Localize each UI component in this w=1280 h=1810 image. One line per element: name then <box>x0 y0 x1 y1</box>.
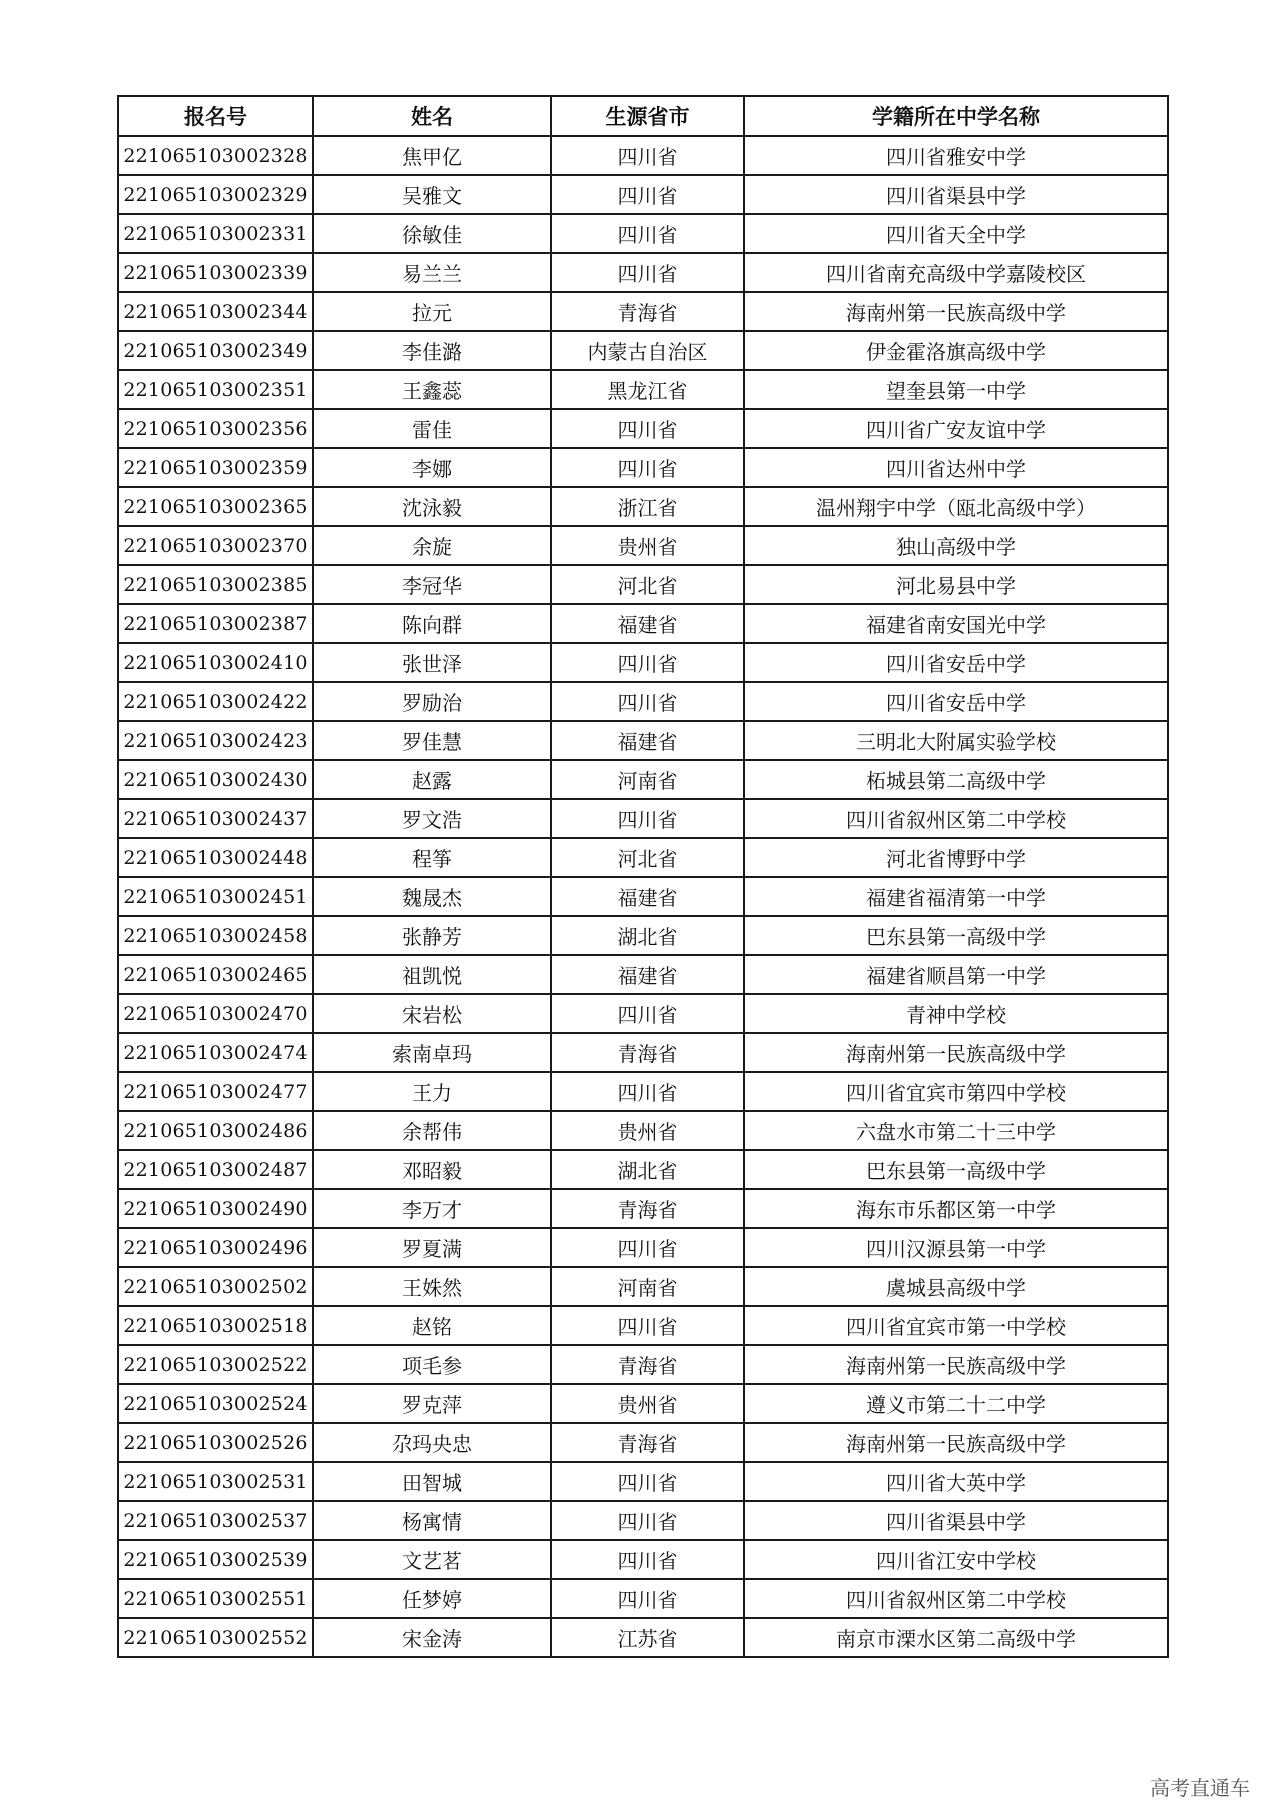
high-school-cell: 六盘水市第二十三中学 <box>744 1111 1168 1150</box>
table-row <box>118 1540 1168 1579</box>
table-row <box>118 1345 1168 1384</box>
registration-number-cell: 221065103002551 <box>118 1579 313 1618</box>
high-school-cell: 四川省达州中学 <box>744 448 1168 487</box>
table-row <box>118 1462 1168 1501</box>
registration-number-cell: 221065103002370 <box>118 526 313 565</box>
table-row <box>118 1189 1168 1228</box>
origin-province-cell: 四川省 <box>551 643 744 682</box>
registration-number-cell: 221065103002470 <box>118 994 313 1033</box>
table-header-row <box>118 96 1168 136</box>
registration-number-cell: 221065103002365 <box>118 487 313 526</box>
student-name-cell: 李佳潞 <box>313 331 551 370</box>
origin-province-cell: 四川省 <box>551 175 744 214</box>
table-row <box>118 1150 1168 1189</box>
registration-number-cell: 221065103002496 <box>118 1228 313 1267</box>
origin-province-cell: 河南省 <box>551 760 744 799</box>
origin-province-cell: 四川省 <box>551 1306 744 1345</box>
high-school-cell: 福建省福清第一中学 <box>744 877 1168 916</box>
table-row <box>118 331 1168 370</box>
high-school-cell: 四川省宜宾市第一中学校 <box>744 1306 1168 1345</box>
registration-number-cell: 221065103002437 <box>118 799 313 838</box>
table-row <box>118 1267 1168 1306</box>
origin-province-cell: 青海省 <box>551 1423 744 1462</box>
table-row <box>118 643 1168 682</box>
origin-province-cell: 贵州省 <box>551 1384 744 1423</box>
table-row <box>118 760 1168 799</box>
table-row <box>118 955 1168 994</box>
table-row <box>118 409 1168 448</box>
table-row <box>118 604 1168 643</box>
high-school-cell: 独山高级中学 <box>744 526 1168 565</box>
registration-number-cell: 221065103002351 <box>118 370 313 409</box>
table-row <box>118 370 1168 409</box>
registration-number-cell: 221065103002526 <box>118 1423 313 1462</box>
high-school-cell: 河北省博野中学 <box>744 838 1168 877</box>
origin-province-cell: 河南省 <box>551 1267 744 1306</box>
student-name-cell: 赵露 <box>313 760 551 799</box>
table-row <box>118 799 1168 838</box>
high-school-cell: 望奎县第一中学 <box>744 370 1168 409</box>
student-name-cell: 田智城 <box>313 1462 551 1501</box>
table-row <box>118 136 1168 175</box>
student-name-cell: 王力 <box>313 1072 551 1111</box>
student-name-cell: 李冠华 <box>313 565 551 604</box>
student-name-cell: 杨寓情 <box>313 1501 551 1540</box>
student-name-cell: 赵铭 <box>313 1306 551 1345</box>
registration-number-cell: 221065103002339 <box>118 253 313 292</box>
header-name: 姓名 <box>313 96 551 136</box>
student-name-cell: 罗夏满 <box>313 1228 551 1267</box>
table-row <box>118 877 1168 916</box>
student-name-cell: 陈向群 <box>313 604 551 643</box>
high-school-cell: 四川省宜宾市第四中学校 <box>744 1072 1168 1111</box>
table-row <box>118 682 1168 721</box>
registration-number-cell: 221065103002328 <box>118 136 313 175</box>
student-name-cell: 宋岩松 <box>313 994 551 1033</box>
table-row <box>118 487 1168 526</box>
header-registration-number: 报名号 <box>118 96 313 136</box>
high-school-cell: 四川省渠县中学 <box>744 175 1168 214</box>
student-name-cell: 余旋 <box>313 526 551 565</box>
registration-number-cell: 221065103002487 <box>118 1150 313 1189</box>
student-name-cell: 项毛参 <box>313 1345 551 1384</box>
student-name-cell: 李娜 <box>313 448 551 487</box>
registration-number-cell: 221065103002451 <box>118 877 313 916</box>
student-name-cell: 罗克萍 <box>313 1384 551 1423</box>
registration-number-cell: 221065103002539 <box>118 1540 313 1579</box>
high-school-cell: 伊金霍洛旗高级中学 <box>744 331 1168 370</box>
high-school-cell: 巴东县第一高级中学 <box>744 1150 1168 1189</box>
registration-number-cell: 221065103002387 <box>118 604 313 643</box>
student-name-cell: 罗文浩 <box>313 799 551 838</box>
origin-province-cell: 四川省 <box>551 1579 744 1618</box>
student-name-cell: 罗佳慧 <box>313 721 551 760</box>
registration-number-cell: 221065103002422 <box>118 682 313 721</box>
table-body <box>118 136 1168 1657</box>
high-school-cell: 海南州第一民族高级中学 <box>744 292 1168 331</box>
student-name-cell: 王鑫蕊 <box>313 370 551 409</box>
table-row <box>118 448 1168 487</box>
high-school-cell: 四川省安岳中学 <box>744 643 1168 682</box>
origin-province-cell: 四川省 <box>551 1462 744 1501</box>
high-school-cell: 海南州第一民族高级中学 <box>744 1033 1168 1072</box>
high-school-cell: 柘城县第二高级中学 <box>744 760 1168 799</box>
table-row <box>118 1579 1168 1618</box>
origin-province-cell: 四川省 <box>551 448 744 487</box>
high-school-cell: 海东市乐都区第一中学 <box>744 1189 1168 1228</box>
origin-province-cell: 四川省 <box>551 1228 744 1267</box>
table-row <box>118 721 1168 760</box>
origin-province-cell: 福建省 <box>551 721 744 760</box>
registration-number-cell: 221065103002490 <box>118 1189 313 1228</box>
registration-number-cell: 221065103002474 <box>118 1033 313 1072</box>
student-name-cell: 罗励治 <box>313 682 551 721</box>
registration-number-cell: 221065103002522 <box>118 1345 313 1384</box>
origin-province-cell: 福建省 <box>551 877 744 916</box>
table-row <box>118 1033 1168 1072</box>
student-name-cell: 李万才 <box>313 1189 551 1228</box>
origin-province-cell: 四川省 <box>551 1072 744 1111</box>
student-name-cell: 程筝 <box>313 838 551 877</box>
origin-province-cell: 河北省 <box>551 838 744 877</box>
high-school-cell: 海南州第一民族高级中学 <box>744 1345 1168 1384</box>
registration-number-cell: 221065103002423 <box>118 721 313 760</box>
registration-number-cell: 221065103002552 <box>118 1618 313 1657</box>
registration-number-cell: 221065103002356 <box>118 409 313 448</box>
table-row <box>118 1072 1168 1111</box>
high-school-cell: 四川省雅安中学 <box>744 136 1168 175</box>
origin-province-cell: 江苏省 <box>551 1618 744 1657</box>
student-name-cell: 张世泽 <box>313 643 551 682</box>
high-school-cell: 四川省渠县中学 <box>744 1501 1168 1540</box>
high-school-cell: 四川省南充高级中学嘉陵校区 <box>744 253 1168 292</box>
table-row <box>118 1306 1168 1345</box>
registration-number-cell: 221065103002458 <box>118 916 313 955</box>
high-school-cell: 福建省顺昌第一中学 <box>744 955 1168 994</box>
student-name-cell: 祖凯悦 <box>313 955 551 994</box>
high-school-cell: 河北易县中学 <box>744 565 1168 604</box>
student-name-cell: 吴雅文 <box>313 175 551 214</box>
high-school-cell: 四川省叙州区第二中学校 <box>744 799 1168 838</box>
origin-province-cell: 青海省 <box>551 1345 744 1384</box>
table-row <box>118 916 1168 955</box>
origin-province-cell: 贵州省 <box>551 1111 744 1150</box>
registration-number-cell: 221065103002531 <box>118 1462 313 1501</box>
table-row <box>118 1384 1168 1423</box>
high-school-cell: 海南州第一民族高级中学 <box>744 1423 1168 1462</box>
high-school-cell: 温州翔宇中学（瓯北高级中学） <box>744 487 1168 526</box>
origin-province-cell: 四川省 <box>551 1540 744 1579</box>
origin-province-cell: 内蒙古自治区 <box>551 331 744 370</box>
origin-province-cell: 福建省 <box>551 955 744 994</box>
registration-number-cell: 221065103002477 <box>118 1072 313 1111</box>
student-name-cell: 徐敏佳 <box>313 214 551 253</box>
student-name-cell: 尕玛央忠 <box>313 1423 551 1462</box>
origin-province-cell: 湖北省 <box>551 916 744 955</box>
origin-province-cell: 青海省 <box>551 292 744 331</box>
student-name-cell: 索南卓玛 <box>313 1033 551 1072</box>
high-school-cell: 遵义市第二十二中学 <box>744 1384 1168 1423</box>
origin-province-cell: 四川省 <box>551 409 744 448</box>
high-school-cell: 虞城县高级中学 <box>744 1267 1168 1306</box>
table-row <box>118 565 1168 604</box>
origin-province-cell: 四川省 <box>551 994 744 1033</box>
high-school-cell: 福建省南安国光中学 <box>744 604 1168 643</box>
table-row <box>118 1501 1168 1540</box>
student-name-cell: 宋金涛 <box>313 1618 551 1657</box>
table-row <box>118 1111 1168 1150</box>
table-row <box>118 994 1168 1033</box>
registration-number-cell: 221065103002502 <box>118 1267 313 1306</box>
table-row <box>118 1423 1168 1462</box>
registration-number-cell: 221065103002329 <box>118 175 313 214</box>
table-row <box>118 1228 1168 1267</box>
high-school-cell: 四川省天全中学 <box>744 214 1168 253</box>
watermark-text: 高考直通车 <box>1150 1776 1250 1800</box>
high-school-cell: 四川汉源县第一中学 <box>744 1228 1168 1267</box>
registration-number-cell: 221065103002385 <box>118 565 313 604</box>
origin-province-cell: 浙江省 <box>551 487 744 526</box>
student-name-cell: 拉元 <box>313 292 551 331</box>
origin-province-cell: 四川省 <box>551 214 744 253</box>
high-school-cell: 四川省江安中学校 <box>744 1540 1168 1579</box>
student-name-cell: 魏晟杰 <box>313 877 551 916</box>
registration-number-cell: 221065103002537 <box>118 1501 313 1540</box>
high-school-cell: 巴东县第一高级中学 <box>744 916 1168 955</box>
registration-number-cell: 221065103002524 <box>118 1384 313 1423</box>
registration-number-cell: 221065103002359 <box>118 448 313 487</box>
high-school-cell: 南京市溧水区第二高级中学 <box>744 1618 1168 1657</box>
origin-province-cell: 四川省 <box>551 253 744 292</box>
origin-province-cell: 青海省 <box>551 1033 744 1072</box>
student-name-cell: 余帮伟 <box>313 1111 551 1150</box>
origin-province-cell: 河北省 <box>551 565 744 604</box>
origin-province-cell: 贵州省 <box>551 526 744 565</box>
table-row <box>118 526 1168 565</box>
table-row <box>118 214 1168 253</box>
high-school-cell: 三明北大附属实验学校 <box>744 721 1168 760</box>
header-high-school: 学籍所在中学名称 <box>744 96 1168 136</box>
registration-number-cell: 221065103002486 <box>118 1111 313 1150</box>
high-school-cell: 青神中学校 <box>744 994 1168 1033</box>
table-row <box>118 253 1168 292</box>
student-name-cell: 任梦婷 <box>313 1579 551 1618</box>
origin-province-cell: 湖北省 <box>551 1150 744 1189</box>
origin-province-cell: 四川省 <box>551 682 744 721</box>
student-name-cell: 易兰兰 <box>313 253 551 292</box>
registration-number-cell: 221065103002331 <box>118 214 313 253</box>
origin-province-cell: 四川省 <box>551 136 744 175</box>
table-row <box>118 292 1168 331</box>
high-school-cell: 四川省广安友谊中学 <box>744 409 1168 448</box>
student-name-cell: 王姝然 <box>313 1267 551 1306</box>
origin-province-cell: 青海省 <box>551 1189 744 1228</box>
student-name-cell: 沈泳毅 <box>313 487 551 526</box>
registration-number-cell: 221065103002518 <box>118 1306 313 1345</box>
high-school-cell: 四川省叙州区第二中学校 <box>744 1579 1168 1618</box>
registration-number-cell: 221065103002448 <box>118 838 313 877</box>
table-row <box>118 175 1168 214</box>
origin-province-cell: 四川省 <box>551 799 744 838</box>
admission-list-table <box>117 95 1169 1658</box>
origin-province-cell: 黑龙江省 <box>551 370 744 409</box>
header-origin-province: 生源省市 <box>551 96 744 136</box>
student-name-cell: 雷佳 <box>313 409 551 448</box>
high-school-cell: 四川省大英中学 <box>744 1462 1168 1501</box>
origin-province-cell: 四川省 <box>551 1501 744 1540</box>
high-school-cell: 四川省安岳中学 <box>744 682 1168 721</box>
registration-number-cell: 221065103002465 <box>118 955 313 994</box>
student-name-cell: 焦甲亿 <box>313 136 551 175</box>
registration-number-cell: 221065103002349 <box>118 331 313 370</box>
student-name-cell: 邓昭毅 <box>313 1150 551 1189</box>
origin-province-cell: 福建省 <box>551 604 744 643</box>
registration-number-cell: 221065103002430 <box>118 760 313 799</box>
registration-number-cell: 221065103002410 <box>118 643 313 682</box>
student-name-cell: 文艺茗 <box>313 1540 551 1579</box>
student-name-cell: 张静芳 <box>313 916 551 955</box>
table-row <box>118 838 1168 877</box>
registration-number-cell: 221065103002344 <box>118 292 313 331</box>
table-row <box>118 1618 1168 1657</box>
